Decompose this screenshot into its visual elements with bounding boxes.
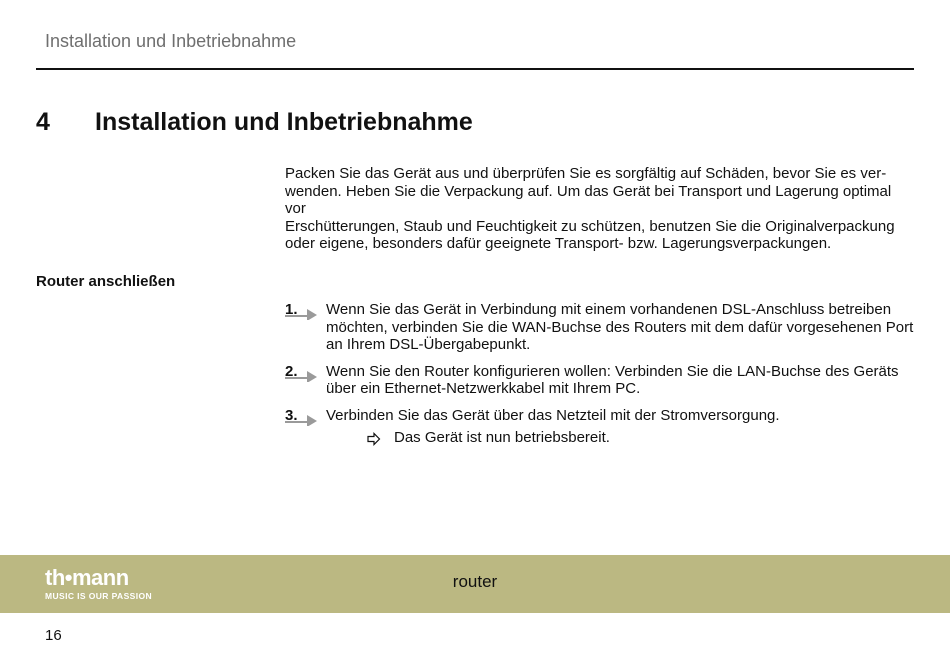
step-arrow-icon: [285, 366, 319, 382]
step-number: 3.: [285, 406, 298, 424]
step-arrow-icon: [285, 410, 319, 426]
step-item: [285, 363, 915, 398]
step-number: 2.: [285, 362, 298, 380]
step-result: [326, 429, 915, 447]
result-arrow-icon: [367, 429, 383, 447]
step-line: Wenn Sie das Gerät in Verbindung mit einem vorhandenen DSL-Anschluss betreiben: [326, 301, 892, 318]
step-line: möchten, verbinden Sie die WAN-Buchse des Routers mit dem dafür vorgesehenen Port: [326, 318, 914, 336]
step-list: [285, 301, 915, 455]
intro-line: Erschütterungen, Staub und Feuchtigkeit zu schützen, benutzen Sie die Originalverpackung: [285, 217, 895, 235]
step-arrow-icon: [285, 304, 319, 320]
running-header: Installation und Inbetriebnahme: [45, 31, 297, 51]
step-item: [285, 301, 915, 354]
step-item: [285, 407, 915, 446]
step-line: Verbinden Sie das Gerät über das Netzteil mit der Stromversorgung.: [326, 406, 780, 424]
chapter-title: Installation und Inbetriebnahme: [95, 108, 473, 136]
intro-line: wenden. Heben Sie die Verpackung auf. Um das Gerät bei Transport und Lagerung optimal vor: [285, 182, 892, 218]
step-line: Wenn Sie den Router konfigurieren wollen: Verbinden Sie die LAN-Buchse des Geräts: [326, 362, 899, 380]
intro-line: Packen Sie das Gerät aus und überprüfen Sie es sorgfältig auf Schäden, bevor Sie es ver-: [285, 165, 887, 182]
step-number: 1.: [285, 301, 298, 318]
chapter-number: 4: [36, 108, 50, 136]
header-divider: [36, 68, 914, 70]
result-text: Das Gerät ist nun betriebsbereit.: [394, 428, 610, 446]
section-heading: Router anschließen: [36, 273, 176, 290]
step-line: an Ihrem DSL-Übergabepunkt.: [326, 336, 531, 354]
footer-product-label: router: [452, 572, 498, 591]
intro-line: oder eigene, besonders dafür geeignete Transport- bzw. Lagerungsverpackungen.: [285, 235, 832, 253]
page-number: 16: [45, 627, 62, 644]
step-line: über ein Ethernet-Netzwerkkabel mit Ihrem PC.: [326, 380, 641, 398]
intro-paragraph: [285, 165, 915, 253]
logo-wordmark: th•mann: [45, 565, 129, 590]
logo-tagline: MUSIC IS OUR PASSION: [45, 591, 153, 601]
